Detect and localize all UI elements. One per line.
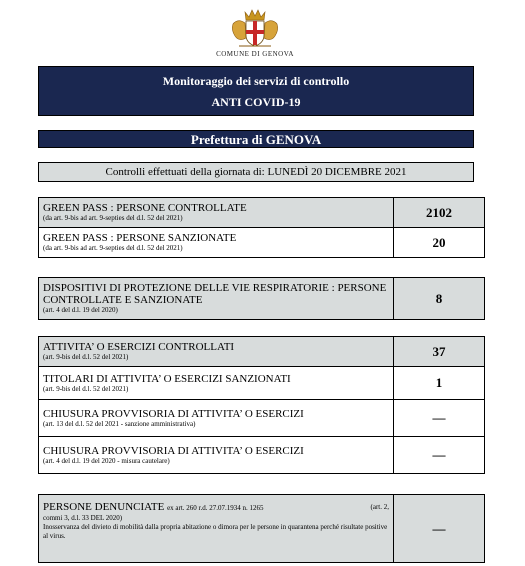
- prefecture-title: Prefettura di GENOVA: [38, 130, 474, 148]
- controls-date-header: Controlli effettuati della giornata di: LUNEDÌ 20 DICEMBRE 2021: [38, 162, 474, 182]
- row-value: 8: [394, 278, 485, 320]
- row-label: GREEN PASS : PERSONE CONTROLLATE: [43, 202, 247, 214]
- row-value: 37: [394, 337, 485, 367]
- dpi-table: [38, 277, 485, 320]
- denunciate-ref: ex art. 260 r.d. 27.07.1934 n. 1265: [167, 504, 264, 512]
- denunciate-label: PERSONE DENUNCIATE: [43, 501, 165, 513]
- row-value: 20: [394, 228, 485, 258]
- row-value: 2102: [394, 198, 485, 228]
- table-row: [39, 198, 485, 228]
- genova-coat-of-arms-icon: [229, 8, 281, 50]
- table-row: [39, 367, 485, 400]
- table-row: [39, 437, 485, 474]
- row-label: DISPOSITIVI DI PROTEZIONE DELLE VIE RESPIRATORIE : PERSONE CONTROLLATE E SANZIONATE: [43, 282, 387, 306]
- green-pass-table: [38, 197, 485, 258]
- table-row: [39, 278, 485, 320]
- row-note: (art. 4 del d.l. 19 del 2020 - misura cautelare): [43, 456, 170, 465]
- row-note: (art. 9-bis del d.l. 52 del 2021): [43, 384, 129, 393]
- attivita-table: [38, 336, 485, 474]
- row-value: —: [394, 495, 485, 563]
- row-label: GREEN PASS : PERSONE SANZIONATE: [43, 232, 237, 244]
- row-label: CHIUSURA PROVVISORIA DI ATTIVITA’ O ESERCIZI: [43, 444, 304, 457]
- row-note: (da art. 9-bis ad art. 9-septies del d.l. 52 del 2021): [43, 244, 183, 252]
- table-row: [39, 400, 485, 437]
- row-label: ATTIVITA’ O ESERCIZI CONTROLLATI: [43, 341, 235, 353]
- row-note: (art. 13 del d.l. 52 del 2021 - sanzione amministrativa): [43, 419, 196, 428]
- row-note: (da art. 9-bis ad art. 9-septies del d.l. 52 del 2021): [43, 214, 183, 222]
- monitoring-banner: [38, 66, 474, 116]
- table-row: [39, 495, 485, 563]
- denunciate-desc: Inosservanza del divieto di mobilità dalla propria abitazione o dimora per le persone in quarantena perché risultate positive al virus.: [43, 523, 388, 540]
- table-row: [39, 228, 485, 258]
- denunciate-ref-commi: commi 3, d.l. 33 DEL 2020): [43, 514, 123, 522]
- denunciate-table: [38, 494, 485, 563]
- denunciate-ref-art: (art. 2,: [370, 503, 389, 511]
- row-value: 1: [394, 367, 485, 400]
- row-note: (art. 4 del d.l. 19 del 2020): [43, 306, 118, 314]
- banner-title: Monitoraggio dei servizi di controllo: [162, 74, 350, 88]
- row-note: (art. 9-bis del d.l. 52 del 2021): [43, 353, 129, 361]
- row-value: —: [394, 437, 485, 474]
- logo-caption: COMUNE DI GENOVA: [216, 50, 294, 58]
- row-label: TITOLARI DI ATTIVITA’ O ESERCIZI SANZIONATI: [43, 372, 291, 385]
- banner-subtitle: ANTI COVID-19: [211, 95, 301, 109]
- table-row: [39, 337, 485, 367]
- row-label: CHIUSURA PROVVISORIA DI ATTIVITA’ O ESERCIZI: [43, 407, 304, 420]
- row-value: —: [394, 400, 485, 437]
